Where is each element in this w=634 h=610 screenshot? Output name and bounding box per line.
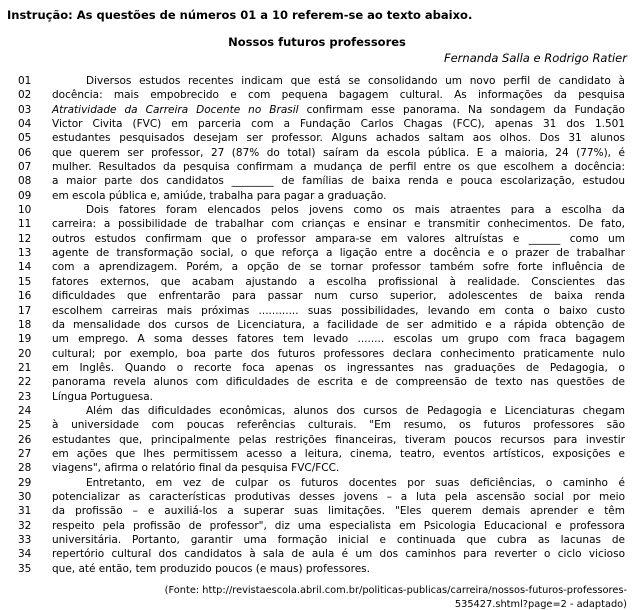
line-number: 17 [18, 304, 32, 317]
text-line [18, 390, 625, 404]
text-line [18, 562, 625, 576]
line-number: 31 [18, 505, 32, 518]
line-number: 12 [18, 232, 32, 245]
line-text: docência: mais empobrecido e com pequena bagagem cultural. As informações da pesquisa [52, 89, 625, 102]
line-text: Além das dificuldades econômicas, alunos dos cursos de Pedagogia e Licenciaturas chegam [86, 404, 625, 417]
text-line [18, 117, 625, 131]
text-line [18, 519, 625, 533]
line-text: agente de transformação social, o que reforça a ligação entre a docência e o prazer de trabalhar [52, 247, 625, 260]
line-text: em ações que lhes permitissem acesso a leitura, cinema, teatro, eventos artísticos, exposições e [52, 447, 625, 460]
line-number: 01 [18, 75, 32, 87]
text-line [18, 275, 625, 289]
instruction-text: Instrução: As questões de números 01 a 10 referem-se ao texto abaixo. [7, 8, 473, 22]
text-line [18, 533, 625, 547]
text-body [18, 74, 625, 576]
source-citation [0, 584, 627, 610]
text-line [18, 232, 625, 246]
text-line [18, 418, 625, 432]
line-number: 21 [18, 361, 32, 374]
text-title: Nossos futuros professores [228, 35, 406, 49]
line-number: 35 [18, 562, 32, 575]
text-line [18, 174, 625, 188]
line-number: 25 [18, 419, 32, 432]
text-line [18, 217, 625, 231]
line-text: da profissão – e auxiliá-los a superar suas limitações. "Eles querem demais aprender e têm [52, 505, 625, 518]
line-text: escolhem carreiras mais próximas ............ suas possibilidades, levando em conta o baixo custo [52, 304, 625, 317]
line-number: 28 [18, 462, 32, 475]
line-number: 16 [18, 290, 32, 303]
line-number: 23 [18, 390, 32, 403]
line-text: com a aprendizagem. Porém, a opção de se tornar professor também sofre forte influência de [52, 261, 625, 274]
line-number: 32 [18, 519, 32, 532]
text-line [18, 146, 625, 160]
line-text: em escola pública e, amiúde, trabalha para pagar a graduação. [52, 189, 387, 202]
line-text: Língua Portuguesa. [52, 390, 154, 403]
line-text: Atratividade da Carreira Docente no Brasil confirmam esse panorama. Na sondagem da Fundação [52, 103, 625, 116]
line-number: 14 [18, 261, 32, 274]
line-number: 13 [18, 247, 32, 260]
line-number: 19 [18, 333, 32, 346]
line-text: universitária. Portanto, garantir uma formação inicial e continuada que cubra as lacunas de [52, 534, 625, 546]
text-line [18, 74, 625, 88]
line-text: a maior parte dos candidatos ________ de famílias de baixa renda e pouca escolarização, estudou [52, 175, 625, 188]
text-line [18, 361, 625, 375]
line-text: Dois fatores foram elencados pelos jovens como os mais atraentes para a escolha da [86, 204, 625, 217]
text-line [18, 447, 625, 461]
text-line [18, 304, 625, 318]
line-text: panorama revela alunos com dificuldades de escrita e de compreensão de texto nas questões de [52, 376, 625, 389]
line-text: carreira: a possibilidade de trabalhar com crianças e ensinar e transmitir conhecimentos. De fato, [52, 218, 625, 231]
line-number: 18 [18, 318, 32, 331]
text-line [18, 318, 625, 332]
text-line [18, 404, 625, 418]
line-number: 30 [18, 490, 32, 503]
line-number: 07 [18, 161, 32, 174]
line-text: viagens", afirma o relatório final da pesquisa FVC/FCC. [52, 462, 340, 475]
line-number: 04 [18, 118, 32, 131]
line-number: 15 [18, 275, 32, 288]
line-number: 10 [18, 204, 32, 217]
line-number: 27 [18, 447, 32, 460]
line-text: que querem ser professor, 27 (87% do total) saíram da escola pública. E a maioria, 24 (77%), é [52, 146, 625, 159]
line-number: 02 [18, 89, 32, 102]
line-text: mulher. Resultados da pesquisa confirmam a mudança de perfil entre os que escolhem a docência: [52, 161, 625, 174]
line-number: 03 [18, 103, 32, 116]
line-number: 33 [18, 534, 32, 546]
source-line-2: 535427.shtml?page=2 - adaptado) [454, 598, 627, 610]
line-text: que, até então, tem produzido poucos (e maus) professores. [52, 562, 370, 575]
line-number: 11 [18, 218, 32, 231]
line-text: fatores externos, que acabam ajustando a escolha profissional à realidade. Conscientes das [52, 275, 625, 288]
line-number: 22 [18, 376, 32, 389]
text-line [18, 490, 625, 504]
line-text: Victor Civita (FVC) em parceria com a Fundação Carlos Chagas (FCC), apenas 31 dos 1.501 [52, 118, 625, 131]
line-text: um emprego. A soma desses fatores tem levado ........ escolas um grupo com fraca bagagem [52, 333, 625, 346]
text-line [18, 289, 625, 303]
text-line [18, 160, 625, 174]
line-number: 08 [18, 175, 32, 188]
text-line [18, 504, 625, 518]
line-number: 29 [18, 476, 32, 489]
line-text: à universidade com poucas referências culturais. "Em resumo, os futuros professores são [52, 419, 625, 432]
line-text: dificuldades que enfrentarão para passar num curso superior, adolescentes de baixa renda [52, 290, 625, 303]
line-number: 26 [18, 433, 32, 446]
text-line [18, 203, 625, 217]
text-line [18, 131, 625, 145]
line-text: Diversos estudos recentes indicam que está se consolidando um novo perfil de candidato à [86, 75, 625, 87]
line-text: outros estudos confirmam que o professor ampara-se em valores altruístas e ______ como um [52, 232, 625, 245]
text-line [18, 433, 625, 447]
line-number: 24 [18, 404, 32, 417]
source-line-1: (Fonte: http://revistaescola.abril.com.br/politicas-publicas/carreira/nossos-futuros-professores- [164, 585, 627, 597]
line-text: potencializar as características produtivas desses jovens – a luta pela ascensão social por meio [52, 490, 625, 503]
text-line [18, 547, 625, 561]
line-text: em Inglês. Quando o recorte foca apenas os ingressantes nas graduações de Pedagogia, o [52, 361, 625, 374]
text-line [18, 88, 625, 102]
line-number: 20 [18, 347, 32, 360]
authors-byline: Fernanda Salla e Rodrigo Ratier [443, 51, 627, 65]
line-text: cultural; por exemplo, boa parte dos futuros professores declara conhecimento praticamente nulo [52, 347, 625, 360]
text-line [18, 332, 625, 346]
line-number: 09 [18, 189, 32, 202]
line-text: repertório cultural dos candidatos à sala de aula é um dos caminhos para reverter o ciclo vicioso [52, 548, 625, 561]
line-text: Entretanto, em vez de culpar os futuros docentes por suas deficiências, o caminho é [86, 476, 625, 489]
line-number: 06 [18, 146, 32, 159]
text-line [18, 461, 625, 475]
text-line [18, 347, 625, 361]
text-line [18, 103, 625, 117]
line-text: da mensalidade dos cursos de Licenciatura, a facilidade de ser admitido e a rápida obtenção de [52, 318, 625, 331]
line-text: estudantes pesquisados desejam ser professor. Alguns achados saltam aos olhos. Dos 31 alunos [52, 132, 625, 145]
text-line [18, 476, 625, 490]
line-number: 34 [18, 548, 32, 561]
text-line [18, 189, 625, 203]
line-number: 05 [18, 132, 32, 145]
line-text: estudantes que, principalmente pelas restrições financeiras, tiveram poucos recursos para investir [52, 433, 625, 446]
line-text: respeito pela profissão de professor", diz uma especialista em Psicologia Educacional e professora [52, 519, 625, 532]
text-line [18, 260, 625, 274]
text-line [18, 246, 625, 260]
text-line [18, 375, 625, 389]
